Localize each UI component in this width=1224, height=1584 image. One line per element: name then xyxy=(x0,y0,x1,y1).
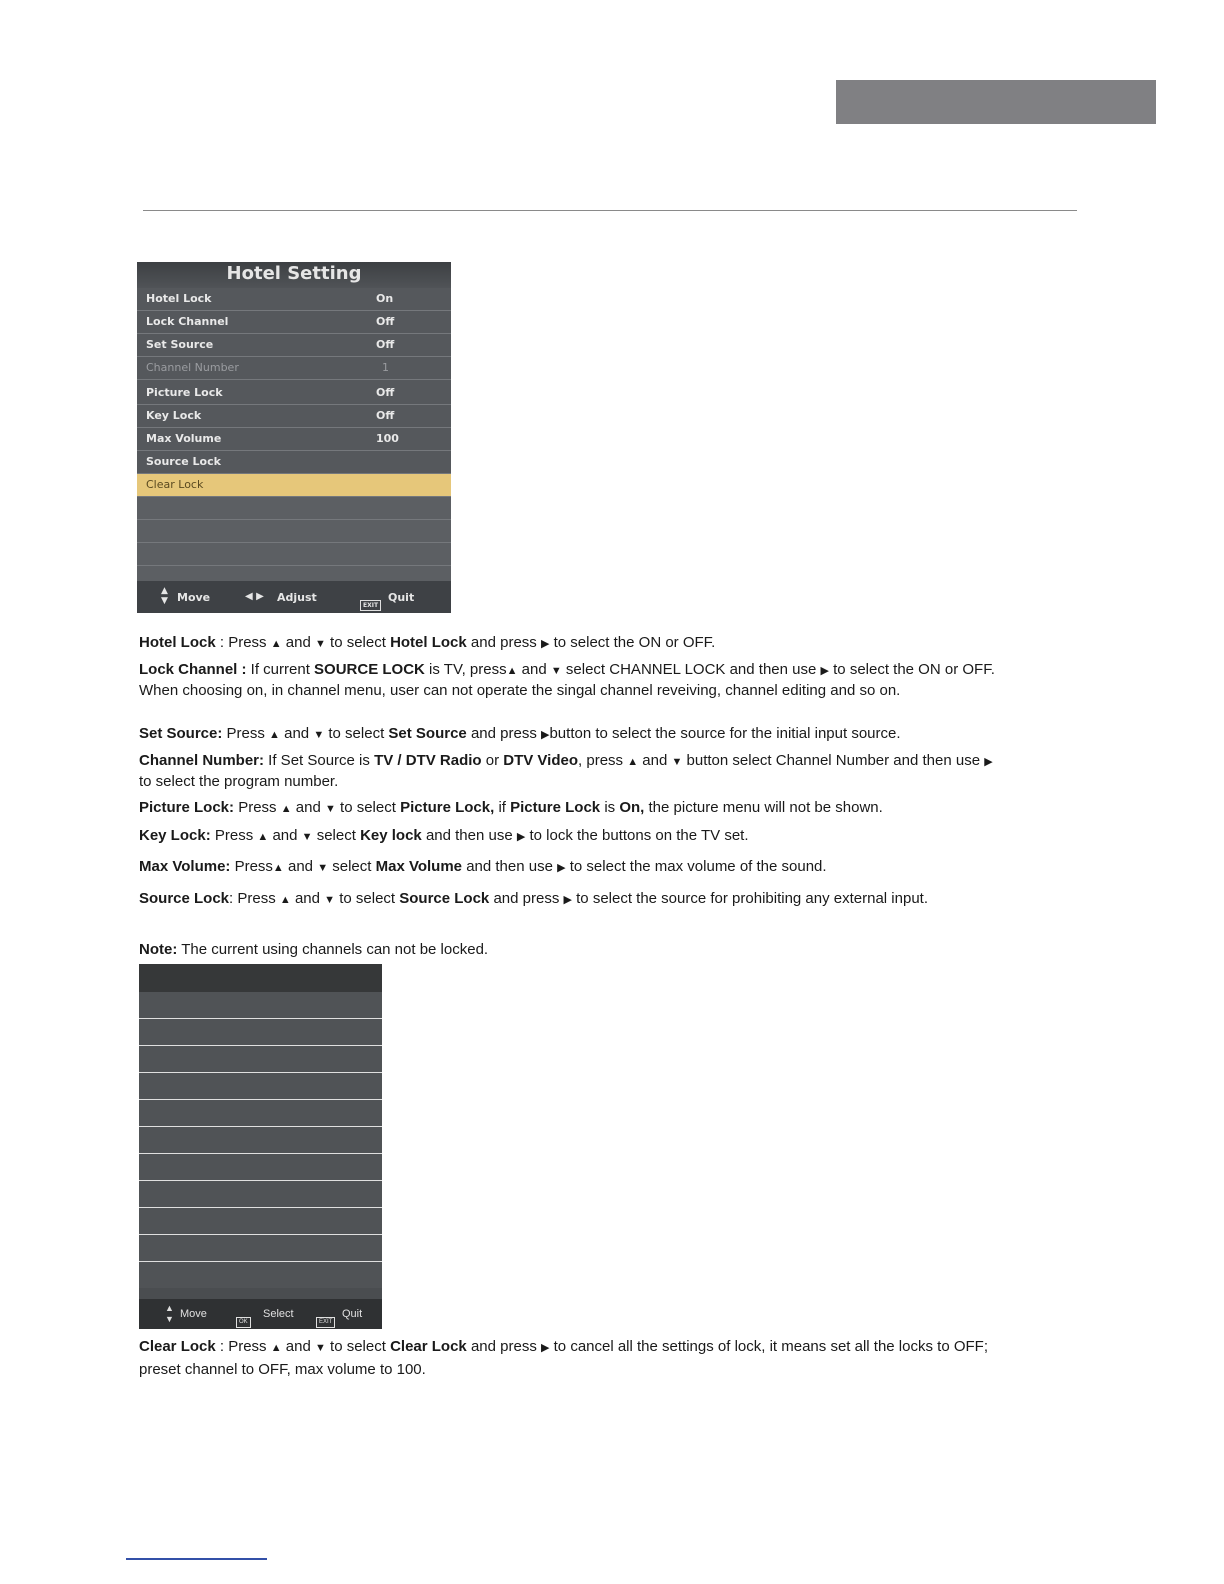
row-label: Hotel Lock xyxy=(146,292,212,305)
up-down-arrows-icon: ▲ ▼ xyxy=(161,586,168,606)
up-arrow-icon: ▲ xyxy=(279,894,291,906)
row-label: Picture Lock xyxy=(146,386,223,399)
down-arrow-icon: ▼ xyxy=(324,803,336,815)
header-rule xyxy=(143,210,1077,211)
row-label: Lock Channel xyxy=(146,315,229,328)
lock-channel-instruction: Lock Channel : If current SOURCE LOCK is TV, press▲ and ▼ select CHANNEL LOCK and then use ▶ to select the ON or OFF. When choosing on, in channel menu, user can not operate the singal channel reveiving, channel editing and so on. xyxy=(139,661,995,699)
picture-lock-instruction: Picture Lock: Press ▲ and ▼ to select Picture Lock, if Picture Lock is On, the picture menu will not be shown. xyxy=(139,799,883,816)
hotel-menu-title: Hotel Setting xyxy=(137,262,451,288)
hotel-lock-instruction: Hotel Lock : Press ▲ and ▼ to select Hotel Lock and press ▶ to select the ON or OFF. xyxy=(139,634,716,651)
source-lock-instruction: Source Lock: Press ▲ and ▼ to select Source Lock and press ▶ to select the source for prohibiting any external input. xyxy=(139,890,929,907)
right-arrow-icon: ▶ xyxy=(563,894,572,906)
row-value: 1 xyxy=(382,361,389,374)
row-label: Source Lock xyxy=(146,455,221,468)
menu-row-empty xyxy=(137,543,451,566)
row-label: Clear Lock xyxy=(146,478,204,491)
menu-row-key-lock[interactable] xyxy=(137,405,451,428)
up-arrow-icon: ▲ xyxy=(269,729,280,741)
menu-row-empty xyxy=(139,1046,382,1073)
row-value: Off xyxy=(376,315,395,328)
menu-row-hotel-lock[interactable] xyxy=(137,288,451,311)
menu-row-set-source[interactable] xyxy=(137,334,451,357)
right-arrow-icon: ▶ xyxy=(984,756,993,768)
move-hint: Move xyxy=(177,591,211,604)
menu-row-lock-channel[interactable] xyxy=(137,311,451,334)
menu-row-empty xyxy=(139,1208,382,1235)
up-arrow-icon: ▲ xyxy=(272,862,284,874)
note-text: Note: The current using channels can not be locked. xyxy=(139,941,489,958)
max-volume-instruction: Max Volume: Press▲ and ▼ select Max Volume and then use ▶ to select the max volume of the sound. xyxy=(139,858,827,875)
menu-row-empty xyxy=(137,497,451,520)
row-value: Off xyxy=(376,409,395,422)
menu-row-empty xyxy=(139,1127,382,1154)
right-arrow-icon: ▶ xyxy=(540,638,550,650)
up-arrow-icon: ▲ xyxy=(280,803,292,815)
down-arrow-icon: ▼ xyxy=(550,665,562,677)
left-right-arrows-icon: ◀ ▶ xyxy=(245,591,264,602)
hotel-setting-menu xyxy=(137,262,451,613)
down-arrow-icon: ▼ xyxy=(314,1342,326,1354)
menu-row-channel-number xyxy=(137,357,451,380)
clear-lock-instruction: Clear Lock : Press ▲ and ▼ to select Clear Lock and press ▶ to cancel all the settings of lock, it means set all the locks to OFF; preset channel to OFF, max volume to 100. xyxy=(139,1338,988,1378)
down-arrow-icon: ▼ xyxy=(314,638,326,650)
down-arrow-icon: ▼ xyxy=(671,756,683,768)
clear-lock-menu xyxy=(139,964,382,1329)
down-arrow-icon: ▼ xyxy=(317,862,329,874)
key-lock-instruction: Key Lock: Press ▲ and ▼ select Key lock and then use ▶ to lock the buttons on the TV set. xyxy=(139,827,749,844)
menu-row-max-volume[interactable] xyxy=(137,428,451,451)
right-arrow-icon: ▶ xyxy=(557,862,566,874)
up-arrow-icon: ▲ xyxy=(506,665,518,677)
clear-menu-header xyxy=(139,964,382,992)
menu-row-empty xyxy=(139,1235,382,1262)
row-label: Set Source xyxy=(146,338,214,351)
menu-row-empty xyxy=(139,1100,382,1127)
clear-menu-footer: ▲ ▼ Move OK Select EXIT Quit xyxy=(139,1299,382,1329)
menu-row-empty xyxy=(139,1262,382,1288)
menu-row-empty xyxy=(139,1154,382,1181)
footer-line xyxy=(126,1558,267,1560)
set-source-instruction: Set Source: Press ▲ and ▼ to select Set Source and press ▶button to select the source for the initial input source. xyxy=(139,725,901,742)
menu-row-empty xyxy=(139,1073,382,1100)
up-down-arrows-icon: ▲ ▼ xyxy=(165,1303,174,1324)
row-value: 100 xyxy=(376,432,399,445)
move-hint: Move xyxy=(180,1308,207,1320)
adjust-hint: Adjust xyxy=(277,591,317,604)
hotel-menu-footer: ▲ ▼ Move ◀ ▶ Adjust EXIT Quit xyxy=(137,581,451,613)
right-arrow-icon: ▶ xyxy=(516,831,526,843)
up-arrow-icon: ▲ xyxy=(270,638,282,650)
header-bar xyxy=(836,80,1156,124)
up-arrow-icon: ▲ xyxy=(270,1342,282,1354)
channel-number-instruction: Channel Number: If Set Source is TV / DTV Radio or DTV Video, press ▲ and ▼ button select Channel Number and then use ▶ to select the program number. xyxy=(139,752,993,790)
menu-row-source-lock[interactable] xyxy=(137,451,451,474)
row-value: On xyxy=(376,292,394,305)
down-arrow-icon: ▼ xyxy=(313,729,325,741)
menu-row-empty xyxy=(137,520,451,543)
right-arrow-icon: ▶ xyxy=(820,665,829,677)
menu-row-clear-lock[interactable] xyxy=(137,474,451,497)
row-value: Off xyxy=(376,338,395,351)
up-arrow-icon: ▲ xyxy=(257,831,269,843)
right-arrow-icon: ▶ xyxy=(541,729,550,741)
menu-row-picture-lock[interactable] xyxy=(137,382,451,405)
menu-row-empty xyxy=(139,1181,382,1208)
down-arrow-icon: ▼ xyxy=(324,894,336,906)
menu-row-empty xyxy=(139,1019,382,1046)
row-label: Channel Number xyxy=(146,361,239,374)
row-value: Off xyxy=(376,386,395,399)
row-label: Max Volume xyxy=(146,432,222,445)
row-label: Key Lock xyxy=(146,409,202,422)
quit-hint: Quit xyxy=(342,1308,363,1320)
down-arrow-icon: ▼ xyxy=(301,831,313,843)
right-arrow-icon: ▶ xyxy=(541,1342,550,1354)
select-hint: Select xyxy=(263,1308,294,1320)
quit-hint: Quit xyxy=(388,591,415,604)
menu-row-empty xyxy=(139,992,382,1019)
up-arrow-icon: ▲ xyxy=(627,756,639,768)
